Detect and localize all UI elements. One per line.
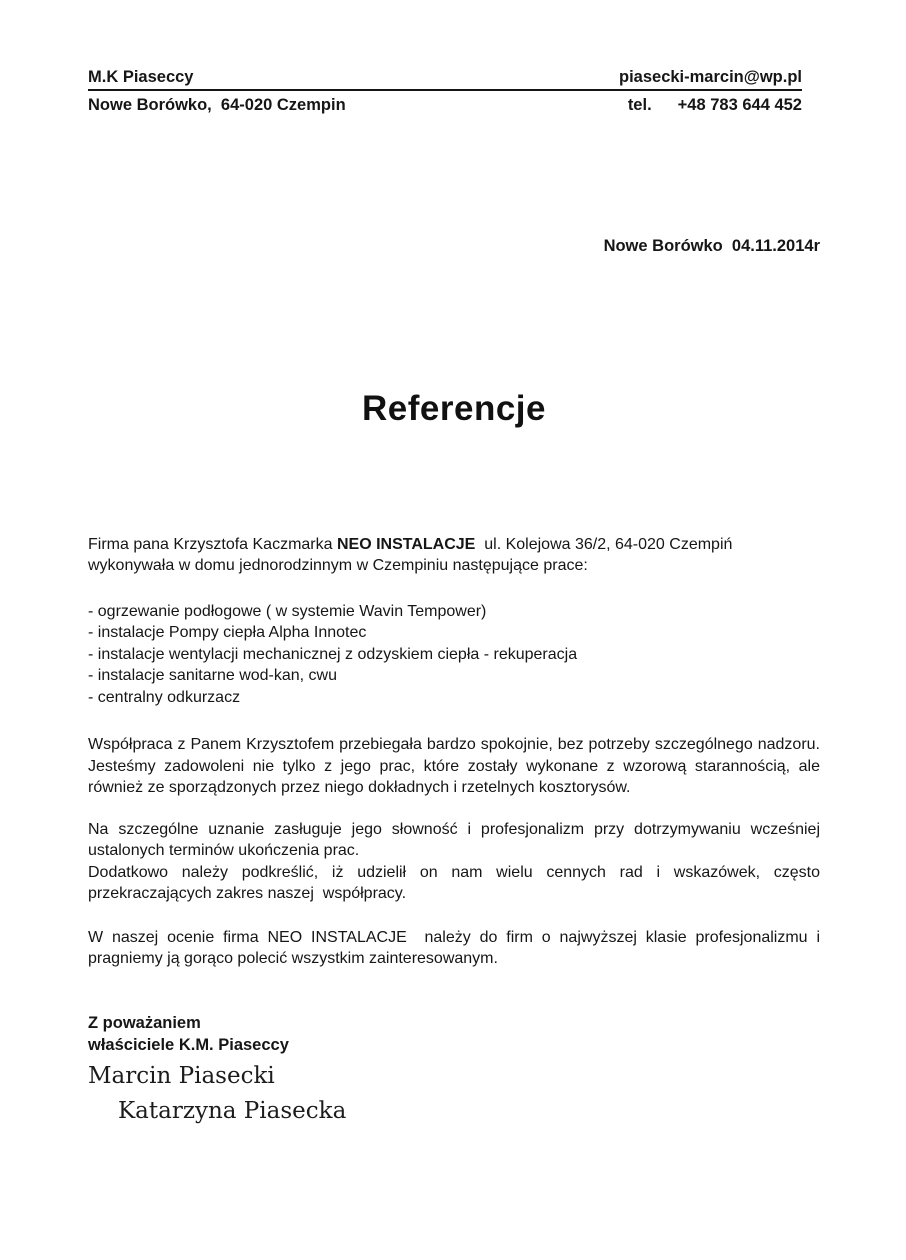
- letterhead: [88, 66, 802, 116]
- signature-katarzyna-piasecka: Katarzyna Piasecka: [118, 1097, 347, 1124]
- sender-address: Nowe Borówko, 64-020 Czempin: [88, 96, 346, 114]
- paragraph-group-recognition: [88, 819, 825, 905]
- paragraph-advice: Dodatkowo należy podkreślić, iż udzielił on nam wielu cennych rad i wskazówek, często przekraczających zakres naszej współpracy.: [88, 863, 825, 902]
- intro-rest: ul. Kolejowa 36/2, 64-020 Czempiń wykonywała w domu jednorodzinnym w Czempiniu następujące prace:: [88, 535, 737, 574]
- closing-owners: właściciele K.M. Piaseccy: [88, 1035, 289, 1054]
- company-name-bold: NEO INSTALACJE: [336, 535, 476, 553]
- work-item-ventilation: - instalacje wentylacji mechanicznej z odzyskiem ciepła - rekuperacja: [88, 645, 578, 663]
- phone-number: +48 783 644 452: [677, 96, 802, 114]
- letter-title: Referencje: [362, 388, 546, 428]
- sender-phone: [628, 94, 802, 116]
- sender-name: M.K Piaseccy: [88, 68, 194, 86]
- work-item-heat-pump: - instalacje Pompy ciepła Alpha Innotec: [88, 624, 367, 641]
- signature-marcin-piasecki: Marcin Piasecki: [88, 1062, 275, 1089]
- closing-block: [88, 1012, 820, 1056]
- work-item-underfloor-heating: - ogrzewanie podłogowe ( w systemie Wavin Tempower): [88, 602, 487, 620]
- dateline: Nowe Borówko 04.11.2014r: [603, 237, 820, 255]
- intro-paragraph: [88, 534, 820, 577]
- closing-salutation: Z poważaniem: [88, 1013, 201, 1032]
- paragraph-conclusion: W naszej ocenie firma NEO INSTALACJE należy do firm o najwyższej klasie profesjonalizmu i pragniemy ją gorąco polecić wszystkim zainteresowanym.: [88, 928, 825, 967]
- paragraph-recognition: Na szczególne uznanie zasługuje jego słowność i profesjonalizm przy dotrzymywaniu wcześniej ustalonych terminów ukończenia prac.: [88, 820, 825, 859]
- phone-label: tel.: [627, 96, 652, 114]
- sender-email: piasecki-marcin@wp.pl: [619, 68, 802, 86]
- work-item-sanitary: - instalacje sanitarne wod-kan, cwu: [88, 667, 338, 684]
- intro-lead: Firma pana Krzysztofa Kaczmarka: [88, 535, 337, 553]
- work-item-central-vacuum: - centralny odkurzacz: [88, 688, 241, 706]
- work-list: [88, 601, 820, 709]
- letterhead-row-bottom: [88, 94, 802, 116]
- signatures-block: [88, 1059, 820, 1129]
- paragraph-cooperation: Współpraca z Panem Krzysztofem przebiegała bardzo spokojnie, bez potrzeby szczególnego nadzoru. Jesteśmy zadowoleni nie tylko z jego prac, które zostały wykonane z wzorową starannością, ale również ze sporządzonych przez niego dokładnych i rzetelnych kosztorysów.: [88, 736, 825, 796]
- letterhead-row-top: [88, 66, 802, 91]
